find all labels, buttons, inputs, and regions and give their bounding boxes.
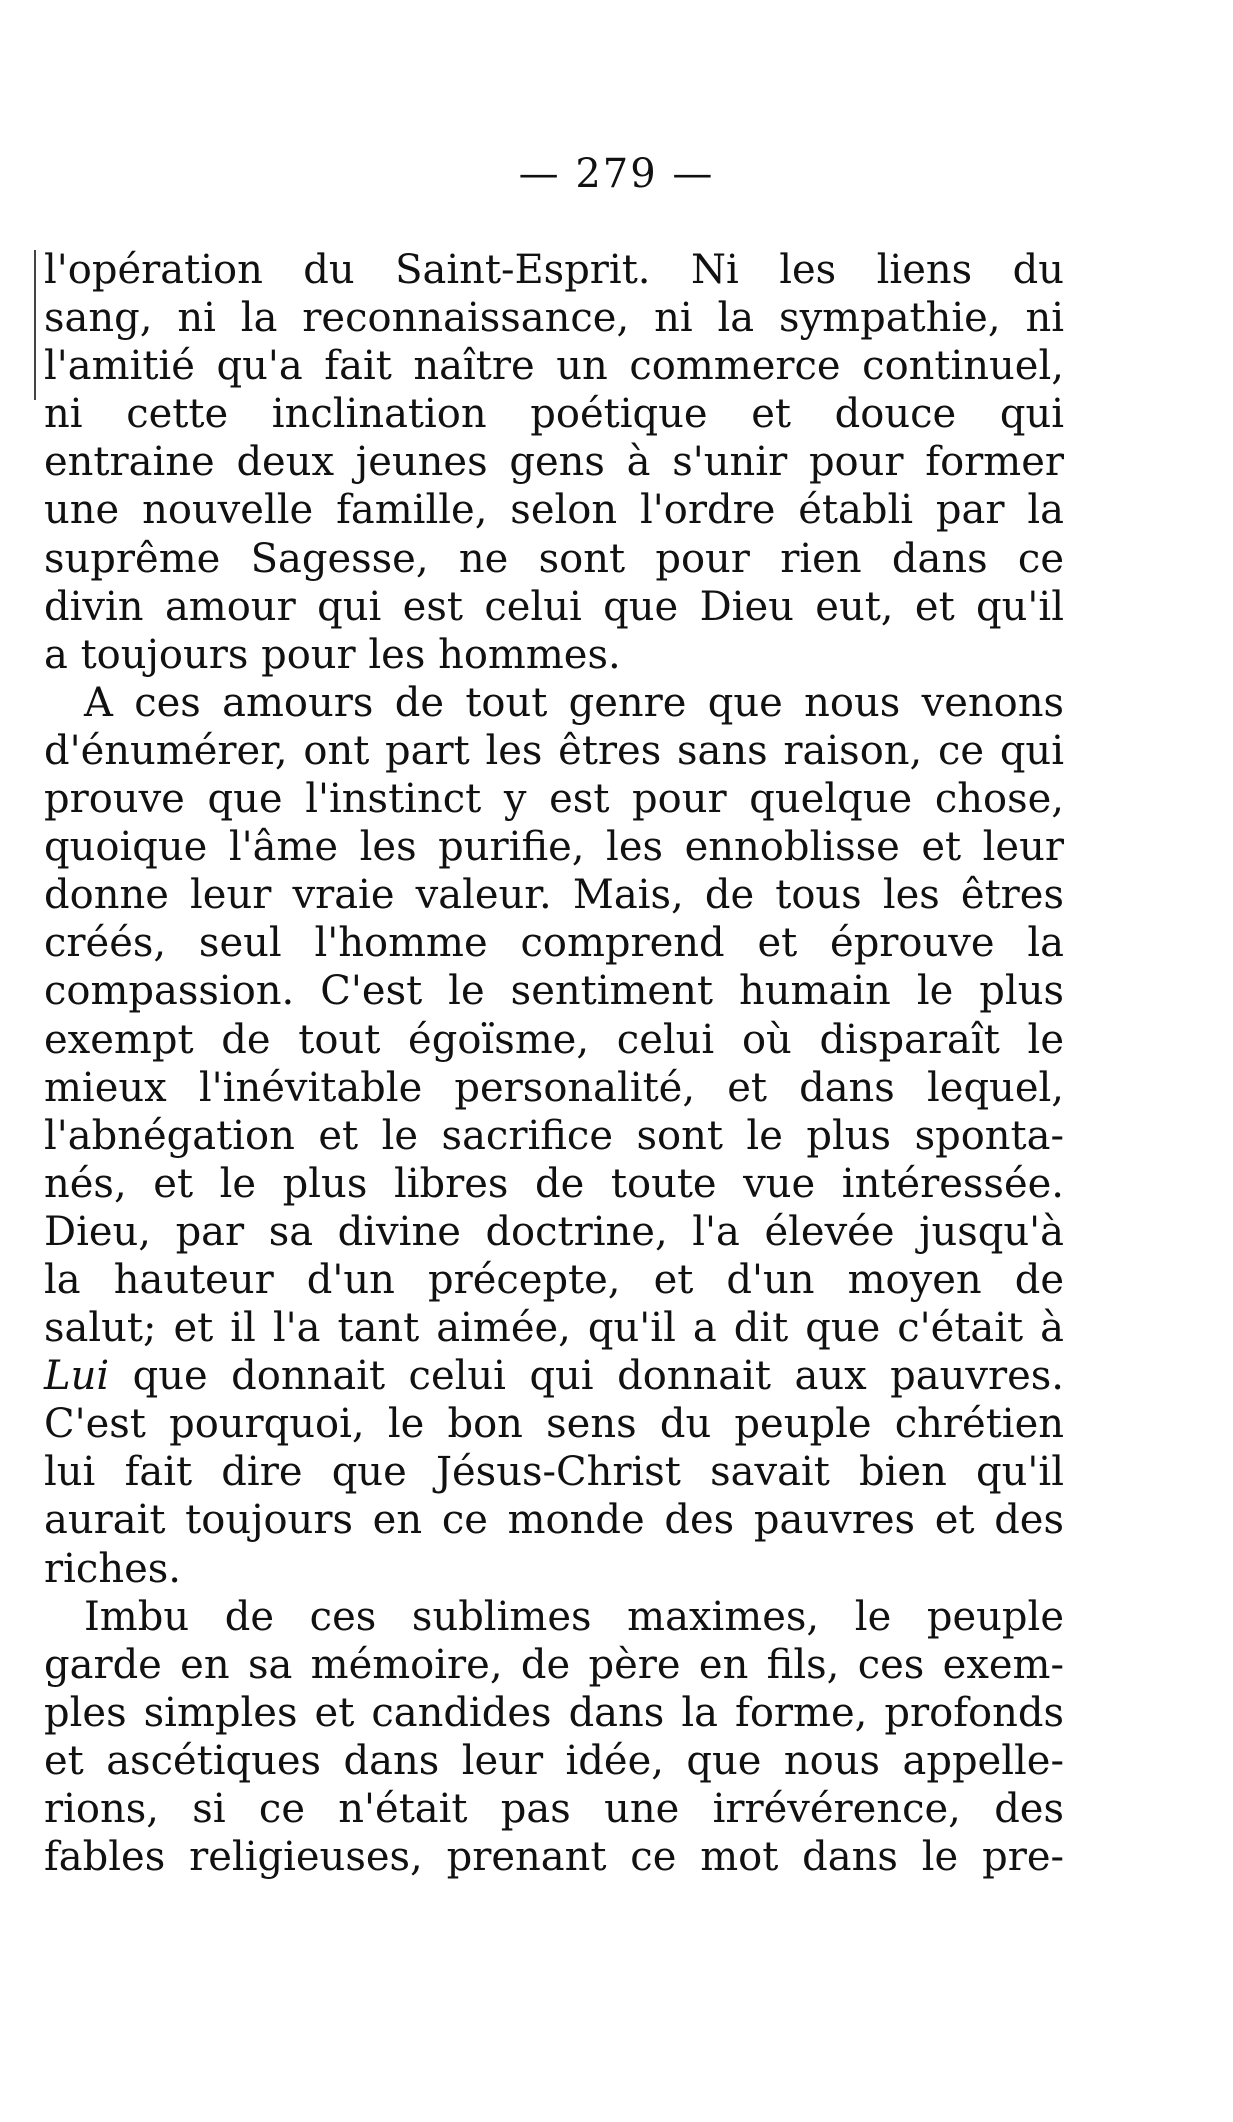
text-line: créés, seul l'homme comprend et éprouve la [44, 920, 1064, 967]
text-line: ples simples et candides dans la forme, profonds [44, 1689, 1064, 1736]
text-line: lui fait dire que Jésus-Christ savait bien qu'il [44, 1449, 1064, 1496]
text-line: la hauteur d'un précepte, et d'un moyen de [44, 1256, 1064, 1303]
text-line [44, 1352, 1064, 1400]
text-line: prouve que l'instinct y est pour quelque chose, [44, 776, 1064, 823]
text-line: exempt de tout égoïsme, celui où disparaît le [44, 1016, 1064, 1063]
text-line: fables religieuses, prenant ce mot dans le pre- [44, 1834, 1064, 1881]
text-line: et ascétiques dans leur idée, que nous appelle- [44, 1737, 1064, 1784]
text-line: garde en sa mémoire, de père en fils, ces exem- [44, 1641, 1064, 1688]
text-line: rions, si ce n'était pas une irrévérence, des [44, 1786, 1064, 1832]
text-line: C'est pourquoi, le bon sens du peuple chrétien [44, 1401, 1064, 1448]
text-line: sang, ni la reconnaissance, ni la sympathie, ni [44, 295, 1064, 342]
text-line: nés, et le plus libres de toute vue intéressée. [44, 1160, 1064, 1207]
text-line: ni cette inclination poétique et douce qui [44, 391, 1064, 438]
text-line: mieux l'inévitable personalité, et dans lequel, [44, 1064, 1064, 1111]
text-line: compassion. C'est le sentiment humain le plus [44, 968, 1064, 1015]
text-line: l'abnégation et le sacrifice sont le plus sponta- [44, 1112, 1064, 1159]
text-line: entraine deux jeunes gens à s'unir pour former [44, 439, 1064, 486]
line-text: que donnait celui qui donnait aux pauvres. [109, 1353, 1064, 1400]
margin-rule [34, 250, 36, 400]
text-line: divin amour qui est celui que Dieu eut, et qu'il [44, 583, 1064, 630]
text-line: salut; et il l'a tant aimée, qu'il a dit que c'était à [44, 1305, 1064, 1352]
text-line: une nouvelle famille, selon l'ordre établi par la [44, 487, 1064, 534]
page-number: — 279 — [518, 151, 715, 197]
text-line: A ces amours de tout genre que nous venons [84, 679, 1064, 726]
text-line: aurait toujours en ce monde des pauvres et des [44, 1497, 1064, 1544]
body-text [44, 246, 1064, 1881]
text-line: Imbu de ces sublimes maximes, le peuple [84, 1593, 1064, 1640]
text-line: l'opération du Saint-Esprit. Ni les liens du [44, 247, 1064, 293]
text-line: riches. [44, 1545, 181, 1592]
text-line: donne leur vraie valeur. Mais, de tous les êtres [44, 872, 1064, 919]
text-line: a toujours pour les hommes. [44, 631, 621, 678]
text-line: l'amitié qu'a fait naître un commerce continuel, [44, 343, 1064, 390]
italic-word: Lui [44, 1353, 110, 1400]
text-line: suprême Sagesse, ne sont pour rien dans ce [44, 535, 1064, 582]
text-line: quoique l'âme les purifie, les ennoblisse et leur [44, 824, 1064, 871]
text-line: Dieu, par sa divine doctrine, l'a élevée jusqu'à [44, 1208, 1064, 1255]
text-line: d'énumérer, ont part les êtres sans raison, ce qui [44, 727, 1064, 774]
